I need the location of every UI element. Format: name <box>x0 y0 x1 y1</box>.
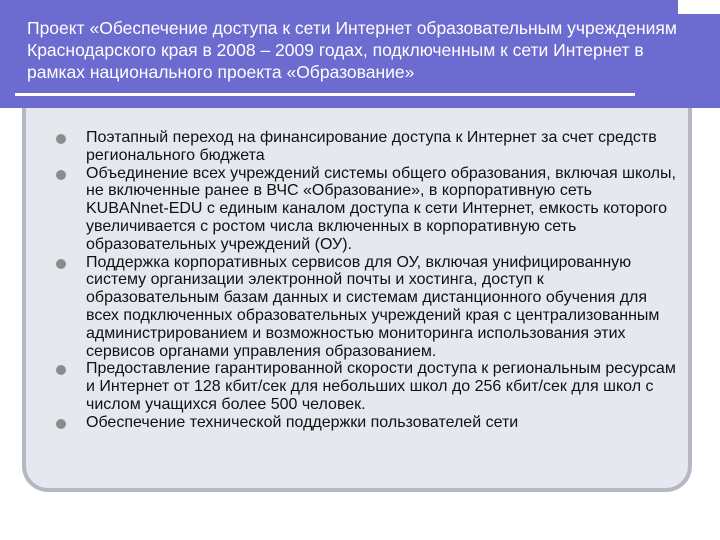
bullet-item <box>56 414 676 432</box>
bullet-item <box>56 165 676 254</box>
bullet-item <box>56 129 676 165</box>
title-corner-notch <box>678 0 720 14</box>
bullet-dot-icon <box>56 365 66 375</box>
slide-title: Проект «Обеспечение доступа к сети Интернет образовательным учреждениям Краснодарского края в 2008 – 2009 годах, подключенным к сети Интернет в рамках национального проекта «Образование» <box>27 18 677 82</box>
bullet-dot-icon <box>56 419 66 429</box>
bullet-list <box>56 129 676 432</box>
bullet-item <box>56 360 676 413</box>
bullet-dot-icon <box>56 259 66 269</box>
bullet-text: Предоставление гарантированной скорости доступа к региональным ресурсам и Интернет от 128 кбит/сек для небольших школ до 256 кбит/сек для школ с числом учащихся более 500 человек. <box>86 360 676 413</box>
bullet-text: Обеспечение технической поддержки пользователей сети <box>86 413 519 431</box>
bullet-item <box>56 254 676 361</box>
bullet-dot-icon <box>56 170 66 180</box>
bullet-text: Поэтапный переход на финансирование доступа к Интернет за счет средств регионального бюджета <box>86 129 657 164</box>
title-underline <box>15 93 635 96</box>
bullet-text: Поддержка корпоративных сервисов для ОУ, включая унифицированную систему организации электронной почты и хостинга, доступ к образовательным базам данных и системам дистанционного обучения для всех подключенных образовательных учреждений края с централизованным администрированием и возможностью мониторинга использования этих сервисов органами управления образованием. <box>86 253 660 360</box>
bullet-dot-icon <box>56 134 66 144</box>
bullet-text: Объединение всех учреждений системы общего образования, включая школы, не включенные ранее в ВЧС «Образование», в корпоративную сеть KUBANnet-EDU с единым каналом доступа к сети Интернет, емкость которого увеличивается с ростом числа включенных в корпоративную сеть образовательных учреждений (ОУ). <box>86 164 676 253</box>
